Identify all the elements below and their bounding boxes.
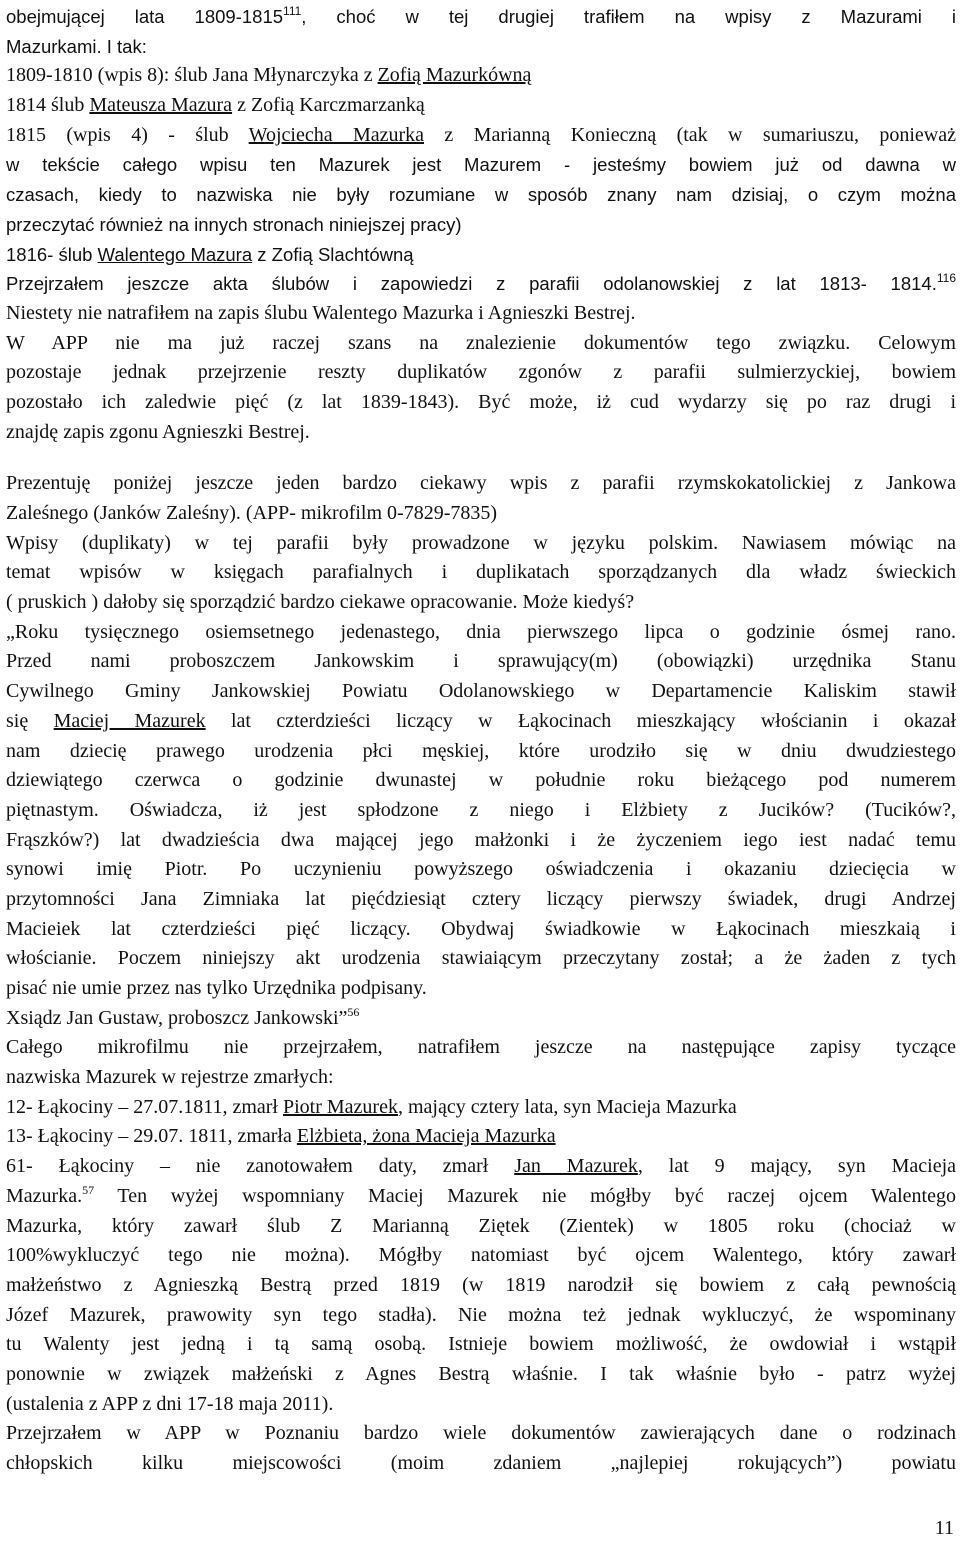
text-run: Mazurkami. I tak:: [6, 35, 147, 57]
text-run: piętnastym. Oświadcza, iż jest spłodzone z niego i Elżbiety z Jucików? (Tucików?,: [6, 798, 956, 821]
text-line: [6, 1241, 956, 1271]
text-line: [6, 618, 956, 648]
text-run: Wpisy (duplikaty) w tej parafii były prowadzone w języku polskim. Nawiasem mówiąc na: [6, 531, 956, 554]
text-run: 12- Łąkociny – 27.07.1811, zmarł: [6, 1095, 283, 1118]
text-run: Cywilnego Gminy Jankowskiej Powiatu Odolanowskiego w Departamencie Kaliskim stawił: [6, 680, 956, 703]
text-line: [6, 1063, 956, 1093]
text-line: [6, 329, 956, 359]
text-line: [6, 1004, 956, 1034]
text-run: przeczytać również na innych stronach niniejszej pracy): [6, 213, 462, 235]
text-line: [6, 737, 956, 767]
text-line: [6, 180, 956, 210]
text-run: Całego mikrofilmu nie przejrzałem, natrafiłem jeszcze na następujące zapisy tyczące: [6, 1036, 956, 1059]
text-run: pozostało ich zaledwie pięć (z lat 1839-1843). Być może, iż cud wydarzy się po raz drugi i: [6, 390, 956, 413]
underlined-name: Zofią Mazurkówną: [377, 64, 532, 87]
text-run: się: [6, 709, 54, 732]
text-run: w tekście całego wpisu ten Mazurek jest Mazurem - jesteśmy bowiem już od dawna w: [6, 154, 956, 176]
text-line: [6, 1152, 956, 1182]
text-run: znajdę zapis zgonu Agnieszki Bestrej.: [6, 420, 310, 443]
text-run: z Zofią Slachtówną: [252, 243, 414, 265]
text-run: Przejrzałem w APP w Poznaniu bardzo wiele dokumentów zawierających dane o rodzinach: [6, 1422, 956, 1445]
text-line: [6, 91, 956, 121]
text-line: [6, 1212, 956, 1242]
text-run: 1815 (wpis 4) - ślub: [6, 123, 249, 146]
underlined-name: Mateusza Mazura: [89, 94, 233, 117]
text-run: z Zofią Karczmarzanką: [232, 94, 425, 117]
text-line: [6, 915, 956, 945]
text-line: [6, 1390, 956, 1420]
text-run: Macieiek lat czterdzieści pięć liczący. Obydwaj świadkowie w Łąkocinach mieszkaią i: [6, 917, 956, 940]
text-run: lat czterdzieści liczący w Łąkocinach mieszkający włościanin i okazał: [205, 709, 957, 732]
text-run: 1814 ślub: [6, 94, 90, 117]
text-run: dziewiątego czerwca o godzinie dwunastej w południe roku bieżącego pod numerem: [6, 769, 956, 792]
text-run: tu Walenty jest jedną i tą samą osobą. Istnieje bowiem możliwość, że owdowiał i wstąpił: [6, 1333, 956, 1356]
text-run: przytomności Jana Zimniaka lat pięćdziesiąt cztery liczący pierwszy świadek, drugi Andrzej: [6, 887, 956, 910]
footnote-ref: 111: [283, 4, 302, 18]
text-run: pisać nie umie przez nas tylko Urzędnika podpisany.: [6, 977, 427, 999]
underlined-name: Jan Mazurek: [514, 1155, 638, 1178]
paragraph-gap: [6, 447, 956, 469]
text-run: 1816- ślub: [6, 243, 98, 265]
text-line: [6, 1093, 956, 1123]
text-run: , mający cztery lata, syn Macieja Mazurka: [397, 1095, 737, 1118]
text-run: W APP nie ma już raczej szans na znalezienie dokumentów tego związku. Celowym: [6, 331, 956, 354]
text-run: obejmującej lata 1809-1815: [6, 6, 284, 27]
text-run: (ustalenia z APP z dni 17-18 maja 2011).: [6, 1392, 334, 1415]
text-line: [6, 855, 956, 885]
text-run: , choć w tej drugiej trafiłem na wpisy z Mazurami i: [301, 6, 956, 27]
underlined-name: Piotr Mazurek: [282, 1095, 398, 1118]
text-line: [6, 418, 956, 448]
text-run: z Marianną Konieczną (tak w sumariuszu, ponieważ: [424, 123, 956, 146]
text-line: [6, 944, 956, 974]
text-run: 13- Łąkociny – 29.07. 1811, zmarła: [6, 1125, 297, 1148]
text-run: nazwiska Mazurek w rejestrze zmarłych:: [6, 1066, 334, 1089]
footnote-ref: 57: [82, 1182, 95, 1197]
text-line: [6, 1122, 956, 1152]
underlined-name: Maciej Mazurek: [53, 709, 206, 732]
footnote-ref: 116: [936, 271, 956, 286]
text-run: pozostaje jednak przejrzenie reszty duplikatów zgonów z parafii sulmierzyckiej, bowiem: [6, 361, 956, 384]
text-line: [6, 2, 956, 32]
text-line: [6, 529, 956, 559]
text-run: Xsiądz Jan Gustaw, proboszcz Jankowski”: [6, 1006, 348, 1029]
text-run: chłopskich kilku miejscowości (moim zdaniem „najlepiej rokujących”) powiatu: [6, 1452, 956, 1474]
text-run: „Roku tysięcznego osiemsetnego jedenastego, dnia pierwszego lipca o godzinie ósmej rano.: [6, 620, 956, 643]
text-run: Prezentuję poniżej jeszcze jeden bardzo ciekawy wpis z parafii rzymskokatolickiej z Jankowa: [6, 472, 956, 495]
text-line: [6, 1182, 956, 1212]
text-line: [6, 1360, 956, 1390]
text-run: synowi imię Piotr. Po uczynieniu powyższego oświadczenia i okazaniu dziecięcia w: [6, 858, 956, 881]
underlined-name: Elżbieta, żona Macieja Mazurka: [296, 1125, 556, 1148]
text-run: Frąszków?) lat dwadzieścia dwa mającej jego małżonki i że życzeniem iego iest nadać temu: [6, 828, 956, 851]
text-line: [6, 240, 956, 270]
text-line: [6, 558, 956, 588]
text-run: Mazurka, który zawarł ślub Z Marianną Ziętek (Zientek) w 1805 roku (chociaż w: [6, 1214, 956, 1237]
text-line: [6, 61, 956, 91]
text-line: [6, 1271, 956, 1301]
text-line: [6, 677, 956, 707]
text-line: [6, 885, 956, 915]
text-line: [6, 150, 956, 180]
underlined-name: Walentego Mazura: [97, 243, 253, 265]
text-run: włościanie. Poczem niniejszy akt urodzenia stawiaiącym przeczytany został; a że żaden z tych: [6, 947, 956, 970]
text-run: temat wpisów w księgach parafialnych i duplikatach sporządzanych dla władz świeckich: [6, 561, 956, 584]
text-run: ponownie w związek małżeński z Agnes Bestrą właśnie. I tak właśnie było - patrz wyżej: [6, 1362, 956, 1385]
text-run: , lat 9 mający, syn Macieja: [637, 1155, 957, 1178]
document-page: [6, 2, 956, 1479]
text-line: [6, 826, 956, 856]
text-line: [6, 121, 956, 151]
text-run: 61- Łąkociny – nie zanotowałem daty, zmarł: [6, 1155, 515, 1178]
text-run: Mazurka.: [6, 1184, 83, 1207]
footnote-ref: 56: [347, 1004, 360, 1019]
text-line: [6, 974, 956, 1004]
text-run: Ten wyżej wspomniany Maciej Mazurek nie mógłby być raczej ojcem Walentego: [94, 1184, 956, 1207]
text-line: [6, 358, 956, 388]
underlined-name: Wojciecha Mazurka: [248, 123, 425, 146]
text-line: [6, 1033, 956, 1063]
text-line: [6, 796, 956, 826]
text-run: 100%wykluczyć tego nie można). Mógłby natomiast być ojcem Walentego, który zawarł: [6, 1244, 956, 1267]
text-run: ( pruskich ) dałoby się sporządzić bardzo ciekawe opracowanie. Może kiedyś?: [6, 591, 635, 614]
text-line: [6, 499, 956, 529]
text-line: [6, 707, 956, 737]
text-run: Przed nami proboszczem Jankowskim i sprawujący(m) (obowiązki) urzędnika Stanu: [6, 650, 956, 673]
text-line: [6, 32, 956, 62]
text-line: [6, 469, 956, 499]
text-line: [6, 1419, 956, 1449]
text-line: [6, 647, 956, 677]
text-line: [6, 388, 956, 418]
text-run: Józef Mazurek, prawowity syn tego stadła). Nie można też jednak wykluczyć, że wspominany: [6, 1303, 956, 1326]
text-line: [6, 269, 956, 299]
text-line: [6, 766, 956, 796]
page-number: 11: [934, 1517, 954, 1539]
text-line: [6, 210, 956, 240]
text-run: Niestety nie natrafiłem na zapis ślubu Walentego Mazurka i Agnieszki Bestrej.: [6, 301, 636, 324]
text-run: małżeństwo z Agnieszką Bestrą przed 1819 (w 1819 narodził się bowiem z całą pewnością: [6, 1273, 956, 1296]
text-line: [6, 299, 956, 329]
text-line: [6, 1301, 956, 1331]
text-run: Przejrzałem jeszcze akta ślubów i zapowiedzi z parafii odolanowskiej z lat 1813- 1814.: [6, 273, 937, 295]
text-run: 1809-1810 (wpis 8): ślub Jana Młynarczyka z: [6, 64, 378, 87]
text-run: Zaleśnego (Janków Zaleśny). (APP- mikrofilm 0-7829-7835): [6, 502, 498, 524]
text-run: czasach, kiedy to nazwiska nie były rozumiane w sposób znany nam dzisiaj, o czym można: [6, 184, 956, 206]
text-line: [6, 588, 956, 618]
text-line: [6, 1330, 956, 1360]
text-line: [6, 1449, 956, 1479]
text-run: nam dziecię prawego urodzenia płci męskiej, które urodziło się w dniu dwudziestego: [6, 739, 956, 762]
